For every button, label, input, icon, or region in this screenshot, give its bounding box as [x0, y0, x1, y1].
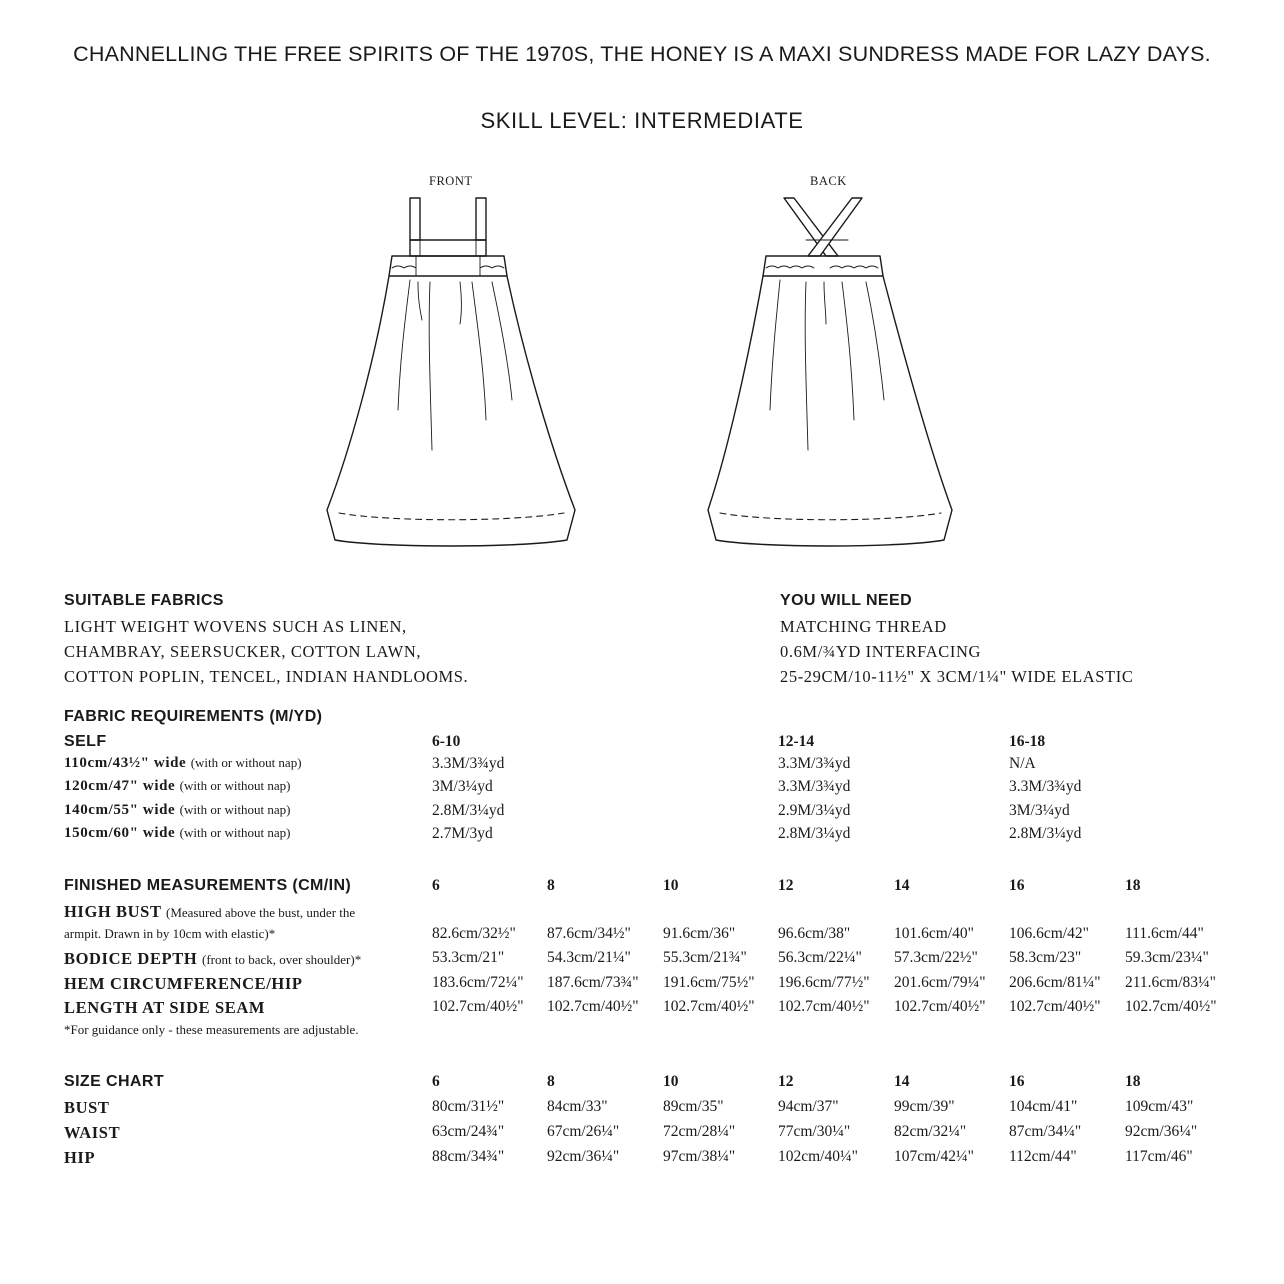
size-chart-cell: 72cm/28¼" — [663, 1123, 736, 1140]
fabric-col-header: 12-14 — [778, 733, 815, 750]
fabric-requirements-title: FABRIC REQUIREMENTS (M/YD) — [64, 708, 323, 725]
measurement-cell: 102.7cm/40½" — [778, 998, 870, 1015]
measurement-cell: 55.3cm/21¾" — [663, 949, 747, 966]
size-chart-cell: 84cm/33" — [547, 1098, 608, 1115]
fabric-cell: 3.3M/3¾yd — [778, 778, 851, 795]
page-headline: CHANNELLING THE FREE SPIRITS OF THE 1970S, THE HONEY IS A MAXI SUNDRESS MADE FOR LAZY DAYS. — [73, 42, 1211, 66]
size-chart-cell: 117cm/46" — [1125, 1148, 1193, 1165]
back-view-label: BACK — [810, 174, 847, 188]
size-chart-title: SIZE CHART — [64, 1073, 164, 1090]
size-chart-cell: 77cm/30¼" — [778, 1123, 851, 1140]
measurement-cell: 206.6cm/81¼" — [1009, 974, 1101, 991]
size-chart-cell: 104cm/41" — [1009, 1098, 1078, 1115]
back-dress-illustration — [0, 0, 1284, 600]
size-col-header: 8 — [547, 877, 555, 894]
measurement-cell: 102.7cm/40½" — [894, 998, 986, 1015]
size-col-header: 6 — [432, 1073, 440, 1090]
size-chart-label: BUST — [64, 1098, 110, 1117]
suitable-fabrics-line: COTTON POPLIN, TENCEL, INDIAN HANDLOOMS. — [64, 667, 469, 686]
measurement-cell: 187.6cm/73¾" — [547, 974, 639, 991]
size-chart-cell: 92cm/36¼" — [1125, 1123, 1198, 1140]
fabric-col-header: 16-18 — [1009, 733, 1046, 750]
fabric-row-label: 150cm/60" wide — [64, 825, 176, 841]
size-chart-cell: 63cm/24¾" — [432, 1123, 505, 1140]
size-chart-cell: 94cm/37" — [778, 1098, 839, 1115]
measurement-cell: 196.6cm/77½" — [778, 974, 870, 991]
fabric-cell: 2.8M/3¼yd — [1009, 825, 1082, 842]
size-col-header: 8 — [547, 1073, 555, 1090]
measurement-note: armpit. Drawn in by 10cm with elastic)* — [64, 926, 276, 941]
measurement-cell: 82.6cm/32½" — [432, 925, 516, 942]
measurement-note: (Measured above the bust, under the — [166, 905, 356, 920]
size-col-header: 12 — [778, 877, 794, 894]
measurement-cell: 101.6cm/40" — [894, 925, 974, 942]
fabric-cell: 2.9M/3¼yd — [778, 802, 851, 819]
fabric-row-note: (with or without nap) — [179, 778, 291, 793]
measurement-label: HEM CIRCUMFERENCE/HIP — [64, 974, 303, 993]
measurement-cell: 111.6cm/44" — [1125, 925, 1204, 942]
fabric-cell: N/A — [1009, 755, 1036, 772]
finished-measurements-title: FINISHED MEASUREMENTS (CM/IN) — [64, 877, 352, 894]
measurement-cell: 191.6cm/75½" — [663, 974, 755, 991]
size-chart-cell: 107cm/42¼" — [894, 1148, 974, 1165]
measurement-cell: 102.7cm/40½" — [1009, 998, 1101, 1015]
self-label: SELF — [64, 733, 107, 750]
measurement-cell: 91.6cm/36" — [663, 925, 736, 942]
measurement-cell: 96.6cm/38" — [778, 925, 851, 942]
size-chart-cell: 97cm/38¼" — [663, 1148, 736, 1165]
measurement-cell: 183.6cm/72¼" — [432, 974, 524, 991]
size-col-header: 10 — [663, 1073, 679, 1090]
fabric-row-label: 120cm/47" wide — [64, 778, 176, 794]
measurement-note: (front to back, over shoulder)* — [202, 952, 362, 967]
fabric-row-note: (with or without nap) — [190, 755, 302, 770]
suitable-fabrics-line: CHAMBRAY, SEERSUCKER, COTTON LAWN, — [64, 642, 422, 661]
size-col-header: 18 — [1125, 877, 1141, 894]
size-chart-cell: 82cm/32¼" — [894, 1123, 967, 1140]
suitable-fabrics-title: SUITABLE FABRICS — [64, 592, 224, 609]
measurement-cell: 102.7cm/40½" — [547, 998, 639, 1015]
fabric-cell: 2.7M/3yd — [432, 825, 493, 842]
size-chart-cell: 109cm/43" — [1125, 1098, 1194, 1115]
measurement-cell: 201.6cm/79¼" — [894, 974, 986, 991]
measurement-cell: 102.7cm/40½" — [663, 998, 755, 1015]
size-chart-label: WAIST — [64, 1123, 121, 1142]
you-will-need-line: 0.6M/¾YD INTERFACING — [780, 642, 981, 661]
you-will-need-title: YOU WILL NEED — [780, 592, 913, 609]
size-chart-cell: 80cm/31½" — [432, 1098, 505, 1115]
fabric-cell: 2.8M/3¼yd — [432, 802, 505, 819]
measurement-cell: 58.3cm/23" — [1009, 949, 1082, 966]
size-chart-cell: 87cm/34¼" — [1009, 1123, 1082, 1140]
size-col-header: 12 — [778, 1073, 794, 1090]
fabric-cell: 3M/3¼yd — [1009, 802, 1070, 819]
measurement-cell: 53.3cm/21" — [432, 949, 505, 966]
measurement-cell: 102.7cm/40½" — [1125, 998, 1217, 1015]
front-view-label: FRONT — [429, 174, 473, 188]
measurement-label: BODICE DEPTH — [64, 949, 198, 968]
measurement-cell: 106.6cm/42" — [1009, 925, 1089, 942]
fabric-cell: 3.3M/3¾yd — [778, 755, 851, 772]
measurement-cell: 211.6cm/83¼" — [1125, 974, 1216, 991]
measurement-cell: 59.3cm/23¼" — [1125, 949, 1209, 966]
size-chart-cell: 89cm/35" — [663, 1098, 724, 1115]
fabric-col-header: 6-10 — [432, 733, 461, 750]
fabric-cell: 3M/3¼yd — [432, 778, 493, 795]
size-chart-cell: 67cm/26¼" — [547, 1123, 620, 1140]
size-chart-cell: 112cm/44" — [1009, 1148, 1077, 1165]
fabric-cell: 3.3M/3¾yd — [432, 755, 505, 772]
size-col-header: 6 — [432, 877, 440, 894]
size-chart-cell: 99cm/39" — [894, 1098, 955, 1115]
measurement-cell: 54.3cm/21¼" — [547, 949, 631, 966]
measurement-label: LENGTH AT SIDE SEAM — [64, 998, 266, 1017]
you-will-need-line: 25-29CM/10-11½" X 3CM/1¼" WIDE ELASTIC — [780, 667, 1134, 686]
measurements-footnote: *For guidance only - these measurements are adjustable. — [64, 1022, 359, 1037]
size-col-header: 16 — [1009, 877, 1025, 894]
size-col-header: 16 — [1009, 1073, 1025, 1090]
fabric-row-label: 110cm/43½" wide — [64, 755, 187, 771]
suitable-fabrics-line: LIGHT WEIGHT WOVENS SUCH AS LINEN, — [64, 617, 407, 636]
measurement-cell: 87.6cm/34½" — [547, 925, 631, 942]
measurement-cell: 102.7cm/40½" — [432, 998, 524, 1015]
you-will-need-line: MATCHING THREAD — [780, 617, 947, 636]
fabric-row-label: 140cm/55" wide — [64, 802, 176, 818]
size-col-header: 14 — [894, 1073, 910, 1090]
size-chart-cell: 92cm/36¼" — [547, 1148, 620, 1165]
fabric-cell: 3.3M/3¾yd — [1009, 778, 1082, 795]
fabric-row-note: (with or without nap) — [179, 802, 291, 817]
skill-level: SKILL LEVEL: INTERMEDIATE — [480, 108, 804, 133]
measurement-label: HIGH BUST — [64, 902, 162, 921]
size-col-header: 14 — [894, 877, 910, 894]
size-chart-label: HIP — [64, 1148, 96, 1167]
measurement-cell: 56.3cm/22¼" — [778, 949, 862, 966]
size-col-header: 10 — [663, 877, 679, 894]
size-chart-cell: 88cm/34¾" — [432, 1148, 505, 1165]
measurement-cell: 57.3cm/22½" — [894, 949, 978, 966]
fabric-cell: 2.8M/3¼yd — [778, 825, 851, 842]
size-chart-cell: 102cm/40¼" — [778, 1148, 858, 1165]
fabric-row-note: (with or without nap) — [179, 825, 291, 840]
size-col-header: 18 — [1125, 1073, 1141, 1090]
